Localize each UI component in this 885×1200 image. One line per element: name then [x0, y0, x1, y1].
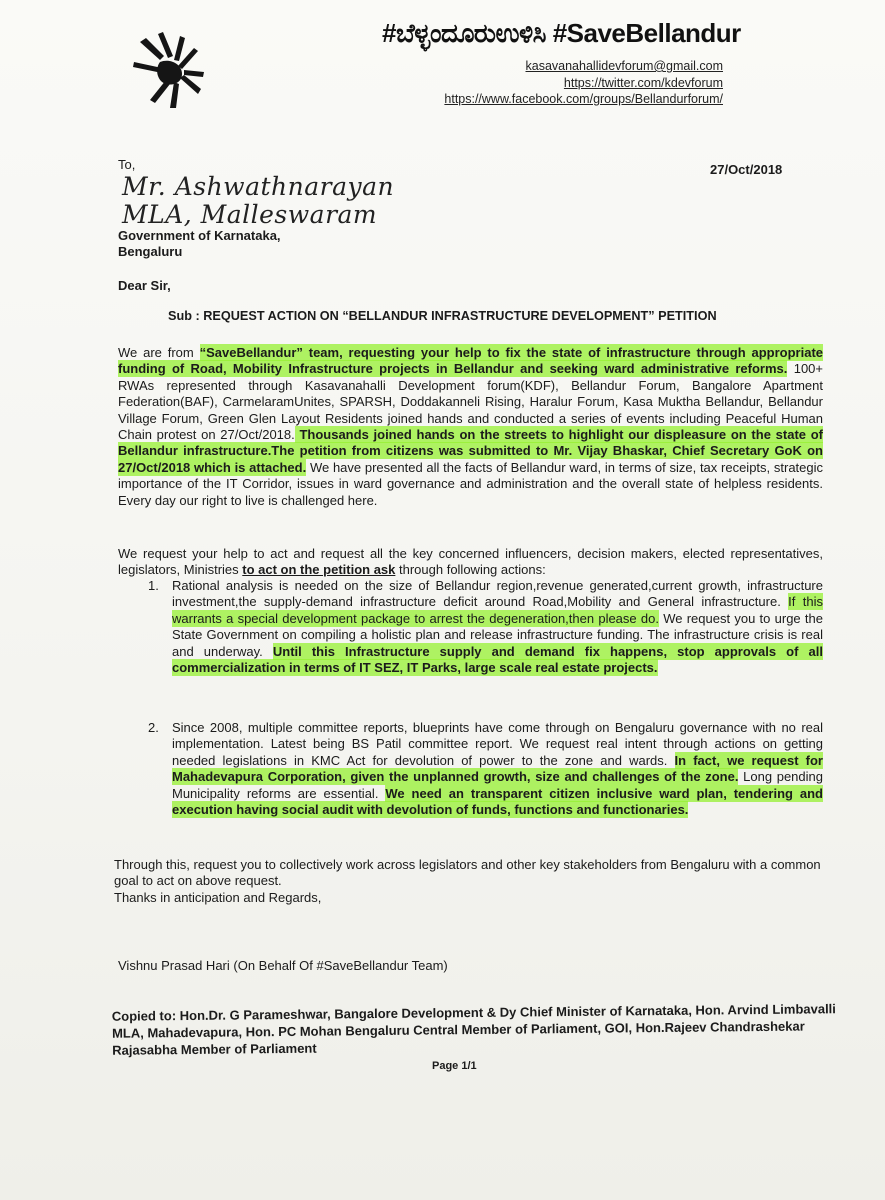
paragraph-request: [118, 546, 823, 579]
salutation: Dear Sir,: [118, 278, 171, 293]
para1-highlight-petition: Thousands joined hands on the streets to highlight our displeasure on the state of Bellandur infrastructure.The petition from citizens was submitted to Mr. Vijay Bhaskar, Chief Secretary GoK on 27/Oct/2018 which is attached.: [118, 427, 823, 475]
closing-thanks: Thanks in anticipation and Regards,: [114, 889, 322, 905]
para1-text-c: 100+ RWAs represented through Kasavanahalli Development forum(KDF), Bellandur Forum, Bangalore Apartment Federation(BAF), CarmelaramUnites, SPARSH, Doddakanneli Rising, Haralur Forum, Kasa Muktha Bellandur, Bellandur Village Forum, Green Glen Layout Residents joined hands and conducted a series of events including Peaceful Human Chain protest on 27/Oct/2018.: [118, 361, 823, 443]
closing-paragraph: [114, 857, 834, 906]
hashtag-title: #ಬೆಳ್ಳಂದೂರುಉಳಿಸಿ #SaveBellandur: [382, 18, 741, 48]
signer-name: Vishnu Prasad Hari (On Behalf Of #SaveBellandur Team): [118, 958, 448, 973]
facebook-link[interactable]: https://www.facebook.com/groups/Bellandurforum/: [444, 92, 723, 106]
to-label: To,: [118, 157, 136, 172]
item1-text-a: Rational analysis is needed on the size of Bellandur region,revenue generated,current growth, infrastructure investment,the supply-demand infrastructure deficit around Road,Mobility and General infrastructure.: [172, 578, 823, 610]
handwritten-recipient-name: Mr. Ashwathnarayan: [122, 172, 395, 201]
handwritten-recipient-role: MLA, Malleswaram: [122, 200, 378, 229]
page-number: Page 1/1: [432, 1060, 477, 1072]
list-number: 1.: [148, 578, 159, 593]
para2-text-a: We request your help to act and request all the key concerned influencers, decision makers, elected representatives, legislators, Ministries: [118, 546, 823, 578]
copied-to: Copied to: Hon.Dr. G Parameshwar, Bangalore Development & Dy Chief Minister of Karnataka, Hon. Arvind Limbavalli MLA, Mahadevapura, Hon. PC Mohan Bengaluru Central Member of Parliament, GOI, Hon.Rajeev Chandrashekar Rajasabha Member of Parliament: [111, 1001, 836, 1058]
item2-text-a: Since 2008, multiple committee reports, blueprints have come through on Bengaluru governance with no real implementation. Latest being BS Patil committee report. We request real intent through actions on getting needed legislations in KMC Act for devolution of power to the zone and wards.: [172, 720, 823, 768]
paragraph-intro: [118, 345, 823, 509]
hands-logo-icon: [130, 30, 205, 110]
recipient-address: [118, 228, 281, 260]
para2-text-c: through following actions:: [395, 562, 546, 578]
para1-highlight-team: “SaveBellandur” team, requesting your help to fix the state of infrastructure through appropriate funding of Road, Mobility Infrastructure projects in Bellandur and seeking ward administrative reforms.: [118, 345, 824, 377]
closing-request: Through this, request you to collectively work across legislators and other key stakeholders from Bengaluru with a common goal to act on above request.: [114, 857, 821, 889]
para1-text-e: We have presented all the facts of Bellandur ward, in terms of size, tax receipts, strategic importance of the IT Corridor, issues in ward governance and administration and the overall state of helpless residents. Every day our right to live is challenged here.: [118, 459, 824, 508]
email-link[interactable]: kasavanahallidevforum@gmail.com: [525, 59, 723, 73]
recipient-city: Bengaluru: [118, 244, 183, 259]
item2-highlight-corporation: In fact, we request for Mahadevapura Corporation, given the unplanned growth, size and challenges of the zone.: [172, 752, 823, 785]
para1-text-a: We are from: [118, 345, 200, 360]
letter-date: 27/Oct/2018: [710, 162, 783, 177]
item2-highlight-ward-plan: We need an transparent citizen inclusive ward plan, tendering and execution having social audit with devolution of funds, functions and functionaries.: [172, 785, 823, 818]
para2-underlined: to act on the petition ask: [242, 562, 396, 578]
twitter-link[interactable]: https://twitter.com/kdevforum: [563, 75, 723, 90]
list-number: 2.: [148, 720, 159, 735]
contact-links: [444, 58, 723, 108]
recipient-org: Government of Karnataka,: [118, 228, 281, 243]
item1-highlight-package: If this warrants a special development package to arrest the degeneration,then please do.: [172, 594, 823, 626]
subject-line: Sub : REQUEST ACTION ON “BELLANDUR INFRASTRUCTURE DEVELOPMENT” PETITION: [168, 309, 717, 323]
item2-text-c: Long pending Municipality reforms are essential.: [172, 769, 823, 801]
list-item: [148, 720, 823, 818]
list-item: [148, 578, 823, 676]
item1-text-c: We request you to urge the State Government on compiling a holistic plan and release infrastructure funding. The infrastructure crisis is real and underway.: [172, 610, 823, 659]
item1-highlight-approvals: Until this Infrastructure supply and demand fix happens, stop approvals of all commercialization in terms of IT SEZ, IT Parks, large scale real estate projects.: [172, 643, 823, 676]
